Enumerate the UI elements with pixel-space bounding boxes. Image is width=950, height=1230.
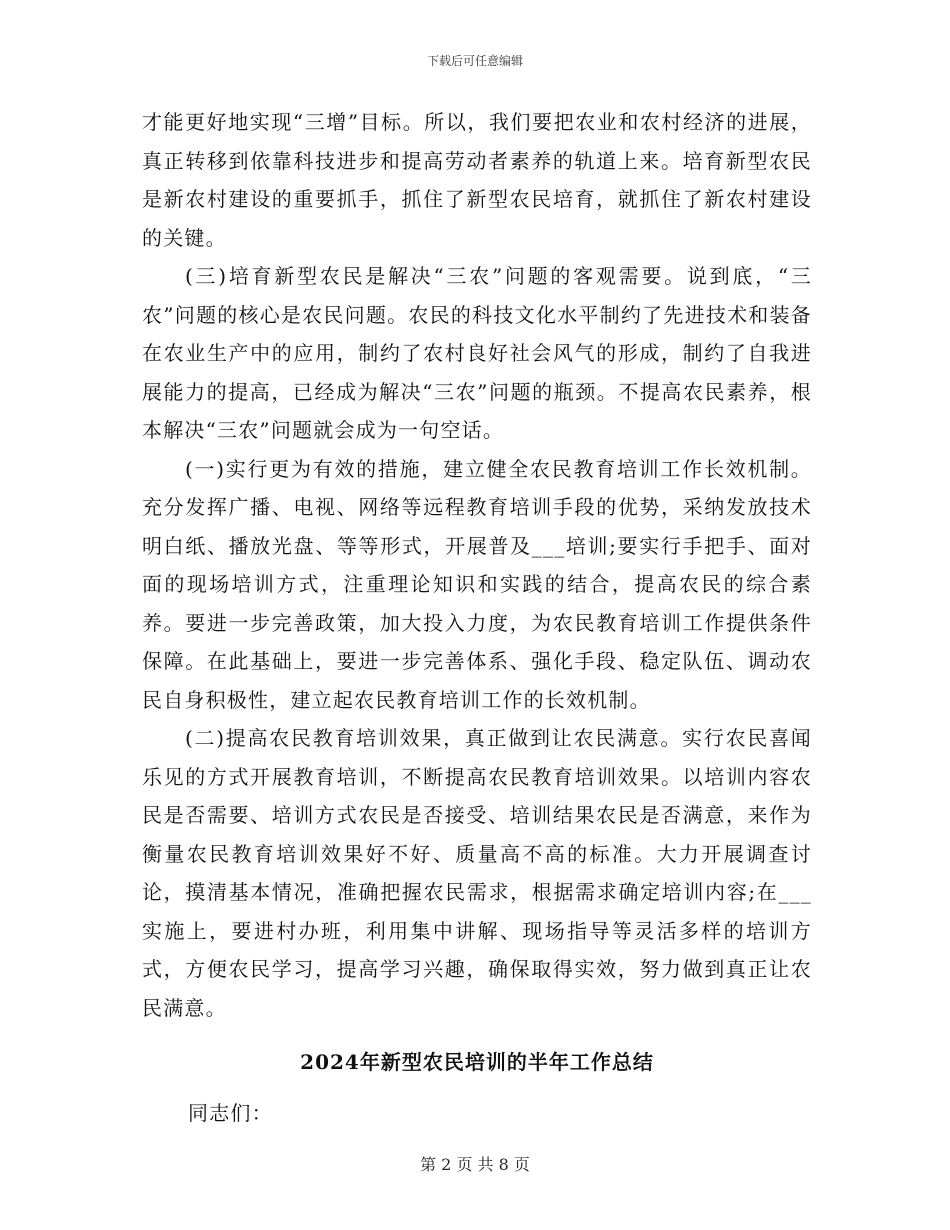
salutation: 同志们： bbox=[188, 1100, 273, 1125]
paragraph-2: (三)培育新型农民是解决“三农”问题的客观需要。说到底，“三农”问题的核心是农民问题。农民的科技文化水平制约了先进技术和装备在农业生产中的应用，制约了农村良好社会风气的形成，制约了自我进展能力的提高，已经成为解决“三农”问题的瓶颈。不提高农民素养，根本解决“三农”问题就会成为一句空话。 bbox=[142, 264, 812, 442]
section-title: 2024年新型农民培训的半年工作总结 bbox=[300, 1050, 654, 1074]
paragraph-1: 才能更好地实现“三增”目标。所以，我们要把农业和农村经济的进展，真正转移到依靠科技进步和提高劳动者素养的轨道上来。培育新型农民是新农村建设的重要抓手，抓住了新型农民培育，就抓住了新农村建设的关键。 bbox=[142, 110, 812, 250]
paragraph-4: (二)提高农民教育培训效果，真正做到让农民满意。实行农民喜闻乐见的方式开展教育培训，不断提高农民教育培训效果。以培训内容农民是否需要、培训方式农民是否接受、培训结果农民是否满意，来作为衡量农民教育培训效果好不好、质量高不高的标准。大力开展调查讨论，摸清基本情况，准确把握农民需求，根据需求确定培训内容;在___实施上，要进村办班，利用集中讲解、现场指导等灵活多样的培训方式，方便农民学习，提高学习兴趣，确保取得实效，努力做到真正让农民满意。 bbox=[142, 726, 812, 1020]
paragraph-3: (一)实行更为有效的措施，建立健全农民教育培训工作长效机制。充分发挥广播、电视、网络等远程教育培训手段的优势，采纳发放技术明白纸、播放光盘、等等形式，开展普及___培训;要实行手把手、面对面的现场培训方式，注重理论知识和实践的结合，提高农民的综合素养。要进一步完善政策，加大投入力度，为农民教育培训工作提供条件保障。在此基础上，要进一步完善体系、强化手段、稳定队伍、调动农民自身积极性，建立起农民教育培训工作的长效机制。 bbox=[142, 456, 812, 712]
page-footer: 第 2 页 共 8 页 bbox=[420, 1155, 530, 1174]
page-header: 下载后可任意编辑 bbox=[426, 54, 523, 68]
document-body bbox=[142, 103, 812, 1132]
